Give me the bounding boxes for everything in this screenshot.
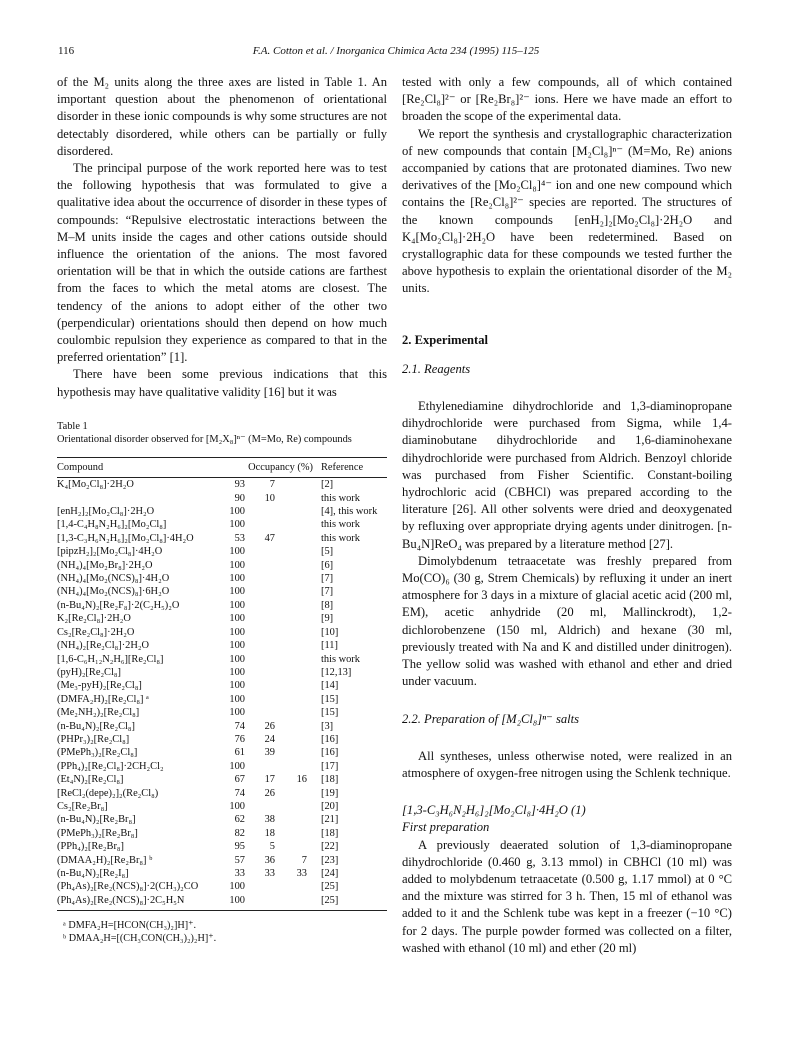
- table-1: [57, 420, 387, 945]
- reference-cell: [18]: [321, 827, 339, 839]
- occupancy-2-cell: [249, 760, 279, 773]
- disorder-table: [57, 457, 387, 911]
- occupancy-3-cell: [279, 894, 321, 911]
- occupancy-1-cell: 61: [234, 747, 245, 759]
- reference-cell: [7]: [321, 573, 334, 585]
- table-row: [57, 773, 387, 786]
- reference-cell: [4], this work: [321, 506, 378, 518]
- occupancy-1-cell: 100: [229, 519, 245, 531]
- table-row: [57, 706, 387, 719]
- occupancy-2-cell: [249, 612, 279, 625]
- compound-cell: (n-Bu₄N)₂[Re₂Cl₈]: [57, 720, 135, 732]
- section-heading-experimental: 2. Experimental: [402, 332, 489, 347]
- occupancy-3-cell: [279, 800, 321, 813]
- compound-cell: (NH₄)₄[Mo₂(NCS)₈]·6H₂O: [57, 586, 170, 598]
- table-row: [57, 840, 387, 853]
- occupancy-3-cell: [279, 505, 321, 518]
- occupancy-2-cell: [249, 693, 279, 706]
- compound-cell: (NH₄)₄[Mo₂Br₈]·2H₂O: [57, 559, 153, 571]
- occupancy-3-cell: [279, 545, 321, 558]
- compound-cell: (Me₂NH₂)₂[Re₂Cl₈]: [57, 707, 140, 719]
- compound-cell: (PMePh₃)₂[Re₂Cl₈]: [57, 747, 138, 759]
- table-row: [57, 867, 387, 880]
- occupancy-2-cell: 36: [264, 854, 275, 866]
- table-row: [57, 612, 387, 625]
- occupancy-1-cell: 33: [234, 868, 245, 879]
- reference-cell: [6]: [321, 559, 334, 571]
- occupancy-2-cell: [249, 666, 279, 679]
- table-header-row: [57, 457, 387, 477]
- first-preparation-paragraph: A previously deaerated solution of 1,3-diaminopropane dihydrochloride (0.460 g, 3.13 mmol) in CBHCl (10 ml) was added to molybdenum tetraacetate (0.500 g, 1.17 mmol) at 0 °C and the mixture was stirred for 3 h. Then, 15 ml of ethanol was added to it and the Schlenk tube was kept in a freezer (−10 °C) for 2 days. The purple powder formed was collected on a filter, washed with ethanol (10 ml) and ether (20 ml): [402, 837, 732, 955]
- occupancy-1-cell: 100: [229, 653, 245, 665]
- occupancy-3-cell: [279, 880, 321, 893]
- compound-cell: [enH₂]₂[Mo₂Cl₈]·2H₂O: [57, 506, 155, 518]
- table-row: [57, 505, 387, 518]
- occupancy-2-cell: [249, 505, 279, 518]
- occupancy-1-cell: 100: [229, 693, 245, 705]
- occupancy-3-cell: [279, 492, 321, 505]
- header-reference: Reference: [321, 457, 387, 477]
- compound-cell: [1,4-C₄H₈N₂H₆]₂[Mo₂Cl₈]: [57, 519, 167, 531]
- occupancy-2-cell: [249, 800, 279, 813]
- table-row: [57, 585, 387, 598]
- table-body: [57, 478, 387, 911]
- occupancy-1-cell: 82: [234, 827, 245, 839]
- occupancy-3-cell: [279, 478, 321, 492]
- table-caption: Orientational disorder observed for [M₂X₈]ⁿ⁻ (M=Mo, Re) compounds: [57, 434, 352, 446]
- table-row: [57, 639, 387, 652]
- compound-cell: (NH₄)₂[Re₂Cl₈]·2H₂O: [57, 640, 149, 652]
- occupancy-1-cell: 100: [229, 586, 245, 598]
- table-label: Table 1: [57, 421, 88, 432]
- reference-cell: [23]: [321, 854, 339, 866]
- reference-cell: [9]: [321, 613, 334, 625]
- occupancy-2-cell: [249, 894, 279, 911]
- occupancy-1-cell: 67: [234, 774, 245, 786]
- occupancy-2-cell: 17: [264, 774, 275, 786]
- reference-cell: [16]: [321, 747, 339, 759]
- compound-cell: Cs₂[Re₂Cl₈]·2H₂O: [57, 626, 135, 638]
- right-column: [402, 74, 732, 957]
- reference-cell: [15]: [321, 693, 339, 705]
- occupancy-3-cell: [279, 693, 321, 706]
- occupancy-2-cell: 47: [264, 532, 275, 544]
- occupancy-1-cell: 100: [229, 573, 245, 585]
- reference-cell: [15]: [321, 707, 339, 719]
- header-occupancy: Occupancy (%): [217, 457, 321, 477]
- footnote-a: ᵃ DMFA₂H=[HCON(CH₃)₂]H]⁺.: [63, 920, 197, 932]
- occupancy-3-cell: [279, 585, 321, 598]
- occupancy-3-cell: [279, 572, 321, 585]
- occupancy-3-cell: [279, 733, 321, 746]
- occupancy-1-cell: 95: [234, 841, 245, 853]
- compound-cell: (PMePh₃)₂[Re₂Br₈]: [57, 827, 138, 839]
- left-paragraph-3: There have been some previous indications that this hypothesis may have qualitative validity [16] but it was: [57, 367, 387, 399]
- reference-cell: [3]: [321, 720, 334, 732]
- compound-cell: (Me₃-pyH)₂[Re₂Cl₈]: [57, 680, 142, 692]
- occupancy-1-cell: 100: [229, 800, 245, 812]
- first-preparation-heading: First preparation: [402, 820, 490, 835]
- reference-cell: [10]: [321, 626, 339, 638]
- occupancy-1-cell: 53: [234, 532, 245, 544]
- reference-cell: this work: [321, 492, 360, 504]
- occupancy-2-cell: [249, 518, 279, 531]
- occupancy-2-cell: 24: [264, 733, 275, 745]
- table-row: [57, 478, 387, 492]
- page-number: 116: [58, 45, 75, 57]
- table-row: [57, 666, 387, 679]
- occupancy-1-cell: 100: [229, 707, 245, 719]
- reference-cell: [22]: [321, 841, 339, 853]
- occupancy-1-cell: 76: [234, 733, 245, 745]
- running-title: F.A. Cotton et al. / Inorganica Chimica Acta 234 (1995) 115–125: [252, 45, 540, 57]
- occupancy-3-cell: [279, 813, 321, 826]
- occupancy-2-cell: [249, 559, 279, 572]
- table-row: [57, 827, 387, 840]
- occupancy-3-cell: [279, 653, 321, 666]
- reference-cell: [16]: [321, 733, 339, 745]
- occupancy-2-cell: 39: [264, 747, 275, 759]
- occupancy-2-cell: 33: [264, 868, 275, 879]
- table-row: [57, 800, 387, 813]
- reference-cell: this work: [321, 653, 360, 665]
- occupancy-3-cell: [279, 518, 321, 531]
- compound-cell: [ReCl₂(depe)₂]₂(Re₂Cl₈): [57, 787, 159, 799]
- occupancy-2-cell: [249, 585, 279, 598]
- occupancy-1-cell: 90: [234, 492, 245, 504]
- occupancy-3-cell: [279, 599, 321, 612]
- syntheses-paragraph: All syntheses, unless otherwise noted, were realized in an atmosphere of oxygen-free nitrogen using the Schlenk technique.: [402, 748, 732, 780]
- compound-cell: (pyH)₂[Re₂Cl₈]: [57, 666, 121, 678]
- reference-cell: [12,13]: [321, 666, 352, 678]
- table-row: [57, 545, 387, 558]
- table-row: [57, 760, 387, 773]
- occupancy-1-cell: 93: [234, 479, 245, 491]
- reference-cell: [7]: [321, 586, 334, 598]
- compound-cell: K₂[Re₂Cl₈]·2H₂O: [57, 613, 131, 625]
- table-row: [57, 518, 387, 531]
- compound-cell: (PHPr₃)₂[Re₂Cl₈]: [57, 733, 130, 745]
- occupancy-2-cell: 26: [264, 787, 275, 799]
- occupancy-3-cell: [279, 706, 321, 719]
- occupancy-3-cell: [279, 639, 321, 652]
- page-header: [58, 45, 734, 61]
- occupancy-1-cell: 62: [234, 814, 245, 826]
- table-row: [57, 572, 387, 585]
- occupancy-1-cell: 100: [229, 546, 245, 558]
- reference-cell: [21]: [321, 814, 339, 826]
- left-paragraph-1: of the M₂ units along the three axes are listed in Table 1. An important question about the phenomenon of orientational disorder in these ionic compounds is why some structures are not detectably disordered, while others can be partially or fully disordered.: [57, 75, 387, 158]
- subsection-reagents: 2.1. Reagents: [402, 361, 471, 376]
- occupancy-1-cell: 100: [229, 599, 245, 611]
- table-row: [57, 492, 387, 505]
- compound-cell: (NH₄)₄[Mo₂(NCS)₈]·4H₂O: [57, 573, 170, 585]
- occupancy-3-cell: [279, 720, 321, 733]
- occupancy-1-cell: 100: [229, 881, 245, 893]
- reference-cell: this work: [321, 519, 360, 531]
- occupancy-3-cell: 16: [296, 774, 307, 786]
- table-row: [57, 599, 387, 612]
- right-paragraph-1: tested with only a few compounds, all of which contained [Re₂Cl₈]²⁻ or [Re₂Br₈]²⁻ ions. Here we have made an effort to broaden the scope of the experimental data.: [402, 75, 732, 124]
- occupancy-1-cell: 100: [229, 666, 245, 678]
- occupancy-3-cell: [279, 746, 321, 759]
- compound-cell: (DMFA₂H)₂[Re₂Cl₈] ᵃ: [57, 693, 149, 705]
- compound-cell: [57, 492, 217, 505]
- occupancy-2-cell: [249, 679, 279, 692]
- table-row: [57, 653, 387, 666]
- occupancy-3-cell: [279, 532, 321, 545]
- occupancy-3-cell: [279, 626, 321, 639]
- occupancy-2-cell: [249, 880, 279, 893]
- footnote-b: ᵇ DMAA₂H=[(CH₃CON(CH₃)₂)₂H]⁺.: [63, 933, 217, 945]
- subsection-preparation: 2.2. Preparation of [M₂Cl₈]ⁿ⁻ salts: [402, 711, 580, 726]
- compound-1-heading: [1,3-C₃H₆N₂H₆]₂[Mo₂Cl₈]·4H₂O (1): [402, 803, 586, 818]
- occupancy-2-cell: [249, 653, 279, 666]
- occupancy-3-cell: [279, 840, 321, 853]
- table-row: [57, 880, 387, 893]
- occupancy-3-cell: [279, 679, 321, 692]
- occupancy-2-cell: [249, 639, 279, 652]
- occupancy-2-cell: [249, 599, 279, 612]
- compound-cell: (Ph₄As)₂[Re₂(NCS)₈]·2C₅H₅N: [57, 894, 217, 911]
- compound-cell: (n-Bu₄N)₂[Re₂Br₈]: [57, 814, 136, 826]
- occupancy-3-cell: [279, 827, 321, 840]
- table-row: [57, 720, 387, 733]
- compound-cell: (Et₄N)₂[Re₂Cl₈]: [57, 774, 124, 786]
- occupancy-2-cell: 7: [269, 479, 275, 491]
- occupancy-1-cell: 100: [229, 680, 245, 692]
- occupancy-3-cell: [279, 559, 321, 572]
- occupancy-2-cell: 5: [269, 841, 275, 853]
- left-column: [57, 74, 387, 401]
- table-row: [57, 693, 387, 706]
- reference-cell: [25]: [321, 881, 339, 893]
- occupancy-2-cell: 26: [264, 720, 275, 732]
- reference-cell: [5]: [321, 546, 334, 558]
- occupancy-2-cell: [249, 626, 279, 639]
- compound-cell: [1,6-C₆H₁₂N₂H₆][Re₂Cl₈]: [57, 653, 164, 665]
- table-row: [57, 813, 387, 826]
- reference-cell: [14]: [321, 680, 339, 692]
- occupancy-3-cell: [279, 666, 321, 679]
- compound-cell: [pipzH₂]₂[Mo₂Cl₈]·4H₂O: [57, 546, 163, 558]
- occupancy-1-cell: 100: [229, 506, 245, 518]
- table-row: [57, 532, 387, 545]
- compound-cell: (PPh₄)₂[Re₂Br₈]: [57, 841, 125, 853]
- header-compound: Compound: [57, 457, 217, 477]
- reference-cell: [18]: [321, 774, 339, 786]
- occupancy-3-cell: 33: [296, 868, 307, 879]
- compound-cell: (Ph₄As)₂[Re₂(NCS)₈]·2(CH₃)₂CO: [57, 881, 199, 893]
- occupancy-1-cell: 100: [229, 559, 245, 571]
- compound-cell: Cs₂[Re₂Br₈]: [57, 800, 108, 812]
- occupancy-3-cell: [279, 612, 321, 625]
- occupancy-2-cell: [249, 545, 279, 558]
- occupancy-1-cell: 57: [234, 854, 245, 866]
- occupancy-1-cell: 100: [229, 626, 245, 638]
- occupancy-1-cell: 74: [234, 787, 245, 799]
- reference-cell: [19]: [321, 787, 339, 799]
- occupancy-1-cell: 100: [229, 760, 245, 772]
- compound-cell: (PPh₄)₂[Re₂Cl₈]·2CH₂Cl₂: [57, 760, 164, 772]
- reference-cell: this work: [321, 532, 360, 544]
- table-row: [57, 787, 387, 800]
- occupancy-1-cell: 100: [229, 613, 245, 625]
- table-row: [57, 894, 387, 911]
- occupancy-2-cell: 18: [264, 827, 275, 839]
- occupancy-3-cell: 7: [301, 854, 307, 866]
- reference-cell: [11]: [321, 640, 338, 652]
- right-paragraph-2: We report the synthesis and crystallographic characterization of new compounds that contain [M₂Cl₈]ⁿ⁻ (M=Mo, Re) anions accompanied by cations that are protonated diamines. Two new derivatives of the [Mo₂Cl₈]⁴⁻ ion and one new compound which contains the [Re₂Cl₈]²⁻ species are reported. The structures of the known compounds [enH₂]₂[Mo₂Cl₈]·2H₂O and K₄[Mo₂Cl₈]·2H₂O have been redetermined. Based on crystallographic data for these compounds we tested further the above hypothesis to explain the orientational disorder of the M₂ units.: [402, 126, 732, 296]
- occupancy-2-cell: 10: [264, 492, 275, 504]
- reference-cell: [2]: [321, 479, 334, 491]
- dimolybdenum-paragraph: Dimolybdenum tetraacetate was freshly prepared from Mo(CO)₆ (30 g, Strem Chemicals) by refluxing it under an inert atmosphere for 3 days in a mixture of glacial acetic acid (200 ml, EM), acetic anhydride (20 ml, Mallinckrodt), 1,2-dichlorobenzene (150 ml, Aldrich) and hexane (30 ml, previously treated with Na and K and distilled under dinitrogen). The yellow solid was washed with ethanol and ether and dried under vacuum.: [402, 553, 732, 689]
- occupancy-1-cell: 100: [229, 640, 245, 652]
- reference-cell: [20]: [321, 800, 339, 812]
- occupancy-3-cell: [279, 760, 321, 773]
- occupancy-2-cell: [249, 706, 279, 719]
- occupancy-3-cell: [279, 787, 321, 800]
- compound-cell: [1,3-C₃H₆N₂H₆]₂[Mo₂Cl₈]·4H₂O: [57, 532, 194, 544]
- reference-cell: [25]: [321, 894, 387, 911]
- occupancy-2-cell: [249, 572, 279, 585]
- reference-cell: [17]: [321, 760, 339, 772]
- left-paragraph-2: The principal purpose of the work reported here was to test the following hypothesis that was formulated to give a qualitative idea about the occurrence of disorder in these types of compounds: “Repulsive electrostatic interactions between the M–M units inside the cages and other cations outside should influence the orientation of the anions. The most favored orientation will be that in which the outside cations are farthest from the faces to which the metal atoms are closest. The tendency of the anions to adopt either of the other two (perpendicular) orientations should then depend on how much coulombic repulsion they experience as compared to that in the preferred orientation” [1].: [57, 161, 387, 365]
- table-row: [57, 746, 387, 759]
- reagents-paragraph: Ethylenediamine dihydrochloride and 1,3-diaminopropane dihydrochloride were purchased from Sigma, while 1,4-diaminobutane dihydrochloride and 1,6-diaminohexane dihydrochloride were purchased from Aldrich. Benzoyl chloride was purchased from Fisher Scientific. Constant-boiling hydrochloric acid (CBHCl) was prepared according to the literature [26]. All other solvents were dried and deoxygenated by refluxing over appropriate drying agents under dinitrogen. [n-Bu₄N]ReO₄ was prepared by a literature method [27].: [402, 399, 732, 551]
- table-row: [57, 733, 387, 746]
- reference-cell: [24]: [321, 868, 339, 879]
- occupancy-2-cell: 38: [264, 814, 275, 826]
- table-row: [57, 626, 387, 639]
- compound-cell: (n-Bu₄N)₂[Re₂I₈]: [57, 868, 129, 879]
- occupancy-1-cell: 100: [217, 894, 249, 911]
- compound-cell: (n-Bu₄N)₂[Re₂F₈]·2(C₂H₅)₂O: [57, 599, 180, 611]
- compound-cell: (DMAA₂H)₂[Re₂Br₈] ᵇ: [57, 854, 153, 866]
- compound-cell: K₄[Mo₂Cl₈]·2H₂O: [57, 479, 134, 491]
- occupancy-1-cell: 74: [234, 720, 245, 732]
- table-row: [57, 679, 387, 692]
- table-row: [57, 854, 387, 867]
- table-footnotes: [63, 919, 387, 945]
- table-row: [57, 559, 387, 572]
- reference-cell: [8]: [321, 599, 334, 611]
